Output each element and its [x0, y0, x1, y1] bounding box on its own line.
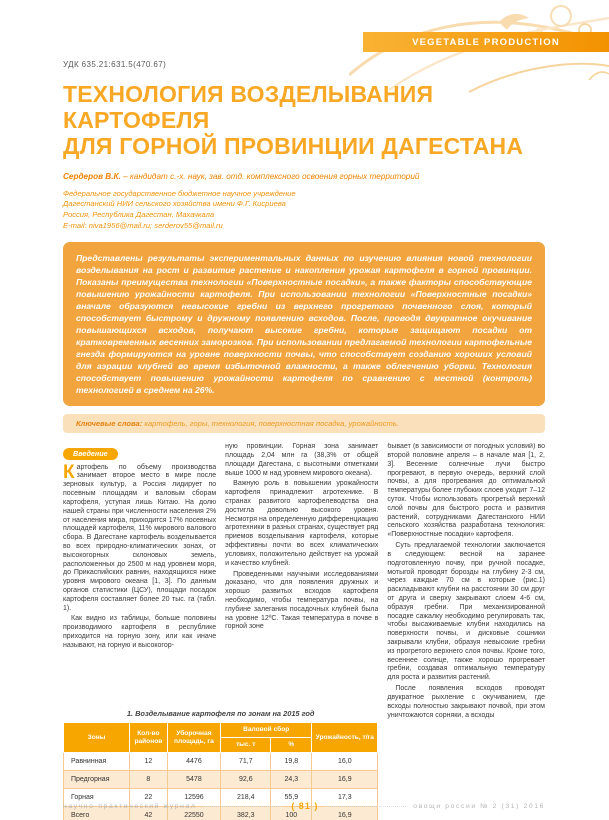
- cell-gross-t: 382,3: [221, 807, 271, 820]
- affiliation-location: Россия, Республика Дагестан, Махачкала: [63, 210, 215, 220]
- cell-zone: Горная: [64, 789, 130, 807]
- cell-yield: 16,9: [312, 807, 378, 820]
- cell-districts: 22: [130, 789, 168, 807]
- affiliation-institution-type: Федеральное государственное бюджетное научное учреждение: [63, 188, 296, 198]
- keywords-label: Ключевые слова:: [76, 419, 143, 429]
- text-column-1: [63, 443, 216, 701]
- table-row: [64, 753, 378, 771]
- cell-gross-pct: 55,9: [271, 789, 312, 807]
- table-caption: 1. Возделывание картофеля по зонам на 2015 год: [126, 709, 315, 719]
- cell-area: 5478: [167, 771, 220, 789]
- footer-divider: [203, 806, 284, 807]
- cell-area: 22550: [167, 807, 220, 820]
- cell-gross-pct: 100: [271, 807, 312, 820]
- cell-gross-pct: 19,8: [271, 753, 312, 771]
- cell-zone: Всего: [64, 807, 130, 820]
- page-footer: [63, 801, 545, 811]
- col-header-gross: Валовой сбор: [221, 723, 312, 738]
- text-column-2: [225, 443, 378, 701]
- affiliation-email[interactable]: E-mail: niva1956@mail.ru; serderov55@mail.ru: [63, 221, 223, 230]
- cell-yield: 16,0: [312, 753, 378, 771]
- affiliation-block: [63, 189, 545, 232]
- body-text-columns: [63, 443, 378, 701]
- paragraph: Проведенными научными исследованиями доказано, что для появления дружных и хорошо развитых всходов картофеля необходимо, чтобы температура почвы, на глубине залегания посадочных клубней была на уровне 12ºС. Такая температура в почве в горной зоне: [225, 570, 379, 631]
- col-header-area: Уборочная площадь, га: [167, 723, 220, 753]
- paragraph: бывает (в зависимости от погодных условий) во второй половине апреля – в начале мая [1, 2, 3]. Весенние солнечные лучи быстро прогревают, в первую очередь, верхний слой почвы, а для прогревания до оптимальной температуры более глубоких слоев уходит 7–12 суток. Чтобы использовать прогретый верхний слой почвы для быстрого роста и развития растений, сотрудниками Дагестанского НИИ сельского хозяйства разработана технология: «Поверхностные посадки» картофеля.: [387, 443, 545, 539]
- cell-zone: Предгорная: [64, 771, 130, 789]
- author-line: [63, 172, 545, 181]
- keywords-strip: [63, 414, 545, 433]
- footer-journal-type: научно-практический журнал: [63, 802, 197, 810]
- cell-gross-t: 71,7: [221, 753, 271, 771]
- table-row: [64, 771, 378, 789]
- section-banner-label: VEGETABLE PRODUCTION: [412, 36, 560, 48]
- col-header-yield: Урожайность, т/га: [312, 723, 378, 753]
- author-name: Сердеров В.К.: [63, 171, 121, 181]
- paragraph: ную провинции. Горная зона занимает площадь 2,04 млн га (38,3% от общей площади Дагестана, с высотными отметками выше 1000 м над уровнем мирового океана).: [225, 443, 379, 477]
- cell-gross-pct: 24,3: [271, 771, 312, 789]
- cell-gross-t: 92,6: [221, 771, 271, 789]
- paragraph: После появления всходов проводят двукратное рыхление с окучиванием, где всходы полностью закрывают почвой, при этом уничтожаются сорняки, а всходы: [387, 685, 545, 719]
- paragraph: Важную роль в повышении урожайности картофеля принадлежит агротехнике. В странах развитого картофелеводства она достигла довольно высокого уровня. Несмотря на определенную дифференциацию агротехники в разных странах, существует ряд приемов возделывания картофеля, которые эффективны почти во всех климатических условиях, положительно действует на урожай и качество клубней.: [225, 480, 379, 567]
- footer-divider: [325, 806, 406, 807]
- cell-area: 4476: [167, 753, 220, 771]
- col-header-zone: Зоны: [64, 723, 130, 753]
- cell-area: 12596: [167, 789, 220, 807]
- udc-code: УДК 635.21:631.5(470.67): [63, 60, 167, 69]
- cell-districts: 12: [130, 753, 168, 771]
- paragraph: Как видно из таблицы, больше половины производимого картофеля в республике приходится на горную зону, или как иначе называют, на горную и высокогор-: [63, 615, 217, 649]
- keywords-text: картофель, горы, технология, поверхностная посадка, урожайность.: [142, 419, 399, 429]
- article-title: [63, 81, 545, 160]
- cell-zone: Равнинная: [64, 753, 130, 771]
- cell-gross-t: 218,4: [221, 789, 271, 807]
- body-left-zone: [63, 443, 378, 820]
- cell-districts: 8: [130, 771, 168, 789]
- author-degree: – кандидат с.-х. наук, зав. отд. комплексного освоения горных территорий: [120, 171, 420, 181]
- cell-districts: 42: [130, 807, 168, 820]
- col-header-gross-percent: %: [271, 738, 312, 753]
- affiliation-institution-name: Дагестанский НИИ сельского хозяйства имени Ф.Г. Кисриева: [63, 199, 286, 209]
- table-header: [64, 723, 378, 753]
- article-body: [63, 443, 545, 820]
- section-heading-introduction: Введение: [63, 448, 118, 460]
- article-title-line1: ТЕХНОЛОГИЯ ВОЗДЕЛЫВАНИЯ КАРТОФЕЛЯ: [63, 81, 434, 134]
- dropcap-letter: К: [63, 461, 75, 483]
- page-number: ( 81 ): [291, 801, 319, 811]
- cell-yield: 16,9: [312, 771, 378, 789]
- abstract-block: Представлены результаты экспериментальных данных по изучению влияния новой технологии возделывания на рост и развитие растение и накопления урожая картофеля в горной провинции. Показаны преимущества технологии «Поверхностные посадки», а также факторы способствующие повышению урожайности картофеля. При использовании технологии «Поверхностные посадки» вначале образуются невысокие гребни из верхнего прогретого почвенного слоя, который способствует быстрому и дружному появлению всходов. После, проводя двукратное окучивание повышающихся всходов, получают высокие гребни, которые защищают посадки от кратковременных весенних заморозков. При использовании предлагаемой технологии картофельные гнезда формируются на уровне поверхности почвы, что способствует созданию хороших условий для аэрации клубней во время избыточной влажности, а также облегчению уборки. Технология способствует повышению урожайности картофеля по сравнению с местной (контроль) технологией в среднем на 26%.: [63, 242, 545, 406]
- footer-journal-issue: овощи россии № 2 (31) 2016: [413, 802, 545, 810]
- col-header-districts: Кол-во районов: [130, 723, 168, 753]
- col-header-gross-thousand-t: тыс. т: [221, 738, 271, 753]
- cell-yield: 17,3: [312, 789, 378, 807]
- article-title-line2: ДЛЯ ГОРНОЙ ПРОВИНЦИИ ДАГЕСТАНА: [63, 133, 524, 160]
- paragraph: Картофель по объему производства занимает второе место в мире после зерновых культур, а Россия лидирует по посевным площадям и валовым сборам картофеля, уступая лишь Китаю. На долю нашей страны при численности населения 2% от населения мира, приходится 17% посевных площадей картофеля, 11% мирового валового сбора. В Дагестане картофель возделывается во всех природно-климатических зонах, от высокогорных склоновых земель, расположенных до 2500 м над уровнем моря, до Прикаспийских равнин, находящихся ниже уровня мирового океана [1, 3]. По данным органов статистики (ЦСУ), площади посадок картофеля составляет более 20 тыс. га (табл. 1).: [63, 461, 217, 612]
- paragraph: Суть предлагаемой технологии заключается в следующем: весной на заранее подготовленную почву, при ручной посадке, мотыгой проводят борозды на глубину 2-3 см, через каждые 70 см в которые (рис.1) раскладывают клубни на расстоянии 30 см друг от друга и сверху закрывают слоем 4-6 см, образуя гребни. При механизированной посадке сажалку необходимо регулировать так, чтобы высаживаемые клубни находились на поверхности почвы, и дисковые сошники закрывали клубни, образуя невысокие гребни из прогретого верхнего слоя почвы. Кроме того, весеннее солнце, также хорошо прогревает гребни, создавая оптимальную температуру для роста и развития растений.: [387, 542, 545, 682]
- section-banner: [363, 32, 609, 52]
- text-column-3: [387, 443, 545, 820]
